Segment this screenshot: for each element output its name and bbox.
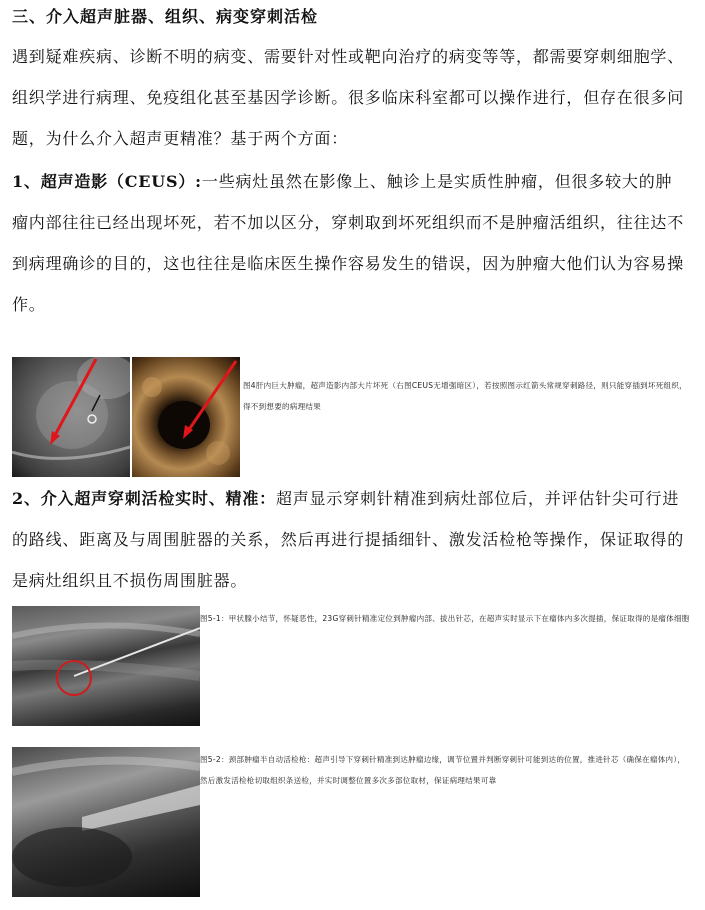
ceus-text: 一些病灶虽然在影像上、触诊上是实质性肿瘤，但很多较大的肿瘤内部往往已经出现坏死，若不加以区分，穿刺取到坏死组织而不是肿瘤活组织，往往达不到病理确诊的目的，这也往往是临床医生操作容易发生的错误，因为肿瘤大他们认为容易操作。 bbox=[12, 172, 685, 314]
realtime-text: 超声显示穿刺针精准到病灶部位后，并评估针尖可行进的路线、距离及与周围脏器的关系，然后再进行提插细针、激发活检枪等操作，保证取得的是病灶组织且不损伤周围脏器。 bbox=[12, 489, 685, 590]
ceus-paragraph bbox=[12, 161, 688, 325]
figure5-1-caption: 图5-1：甲状腺小结节，怀疑恶性，23G穿刺针精准定位到肿瘤内部、拔出针芯，在超声实时显示下在瘤体内多次提插，保证取得的是瘤体细胞 bbox=[200, 614, 690, 623]
figure5-2-ultrasound-image bbox=[12, 747, 200, 897]
realtime-paragraph bbox=[12, 478, 688, 601]
intro-paragraph: 遇到疑难疾病、诊断不明的病变、需要针对性或靶向治疗的病变等等，都需要穿刺细胞学、组织学进行病理、免疫组化甚至基因学诊断。很多临床科室都可以操作进行，但存在很多问题，为什么介入超声更精准？基于两个方面： bbox=[12, 47, 685, 148]
ceus-label: 1、超声造影（CEUS）: bbox=[12, 172, 202, 191]
figure5-2-caption: 图5-2：颈部肿瘤半自动活检枪：超声引导下穿刺针精准到达肿瘤边缘，调节位置并判断穿刺针可能到达的位置，推进针芯（确保在瘤体内），然后激发活检枪切取组织条送检，并实时调整位置多次多部位取材，保证病理结果可靠 bbox=[200, 755, 686, 785]
figure4-caption: 图4肝内巨大肿瘤，超声造影内部大片坏死（右图CEUS无增强暗区），若按照图示红箭头常规穿刺路径，则只能穿插到坏死组织，得不到想要的病理结果 bbox=[243, 381, 687, 411]
figure5-1-ultrasound-image bbox=[12, 606, 200, 726]
section-heading: 三、介入超声脏器、组织、病变穿刺活检 bbox=[12, 7, 319, 26]
red-arrow-right bbox=[188, 361, 236, 431]
realtime-label: 2、介入超声穿刺活检实时、精准： bbox=[12, 489, 276, 508]
figure4-ultrasound-image bbox=[12, 357, 130, 477]
figure4-ceus-image bbox=[132, 357, 240, 477]
